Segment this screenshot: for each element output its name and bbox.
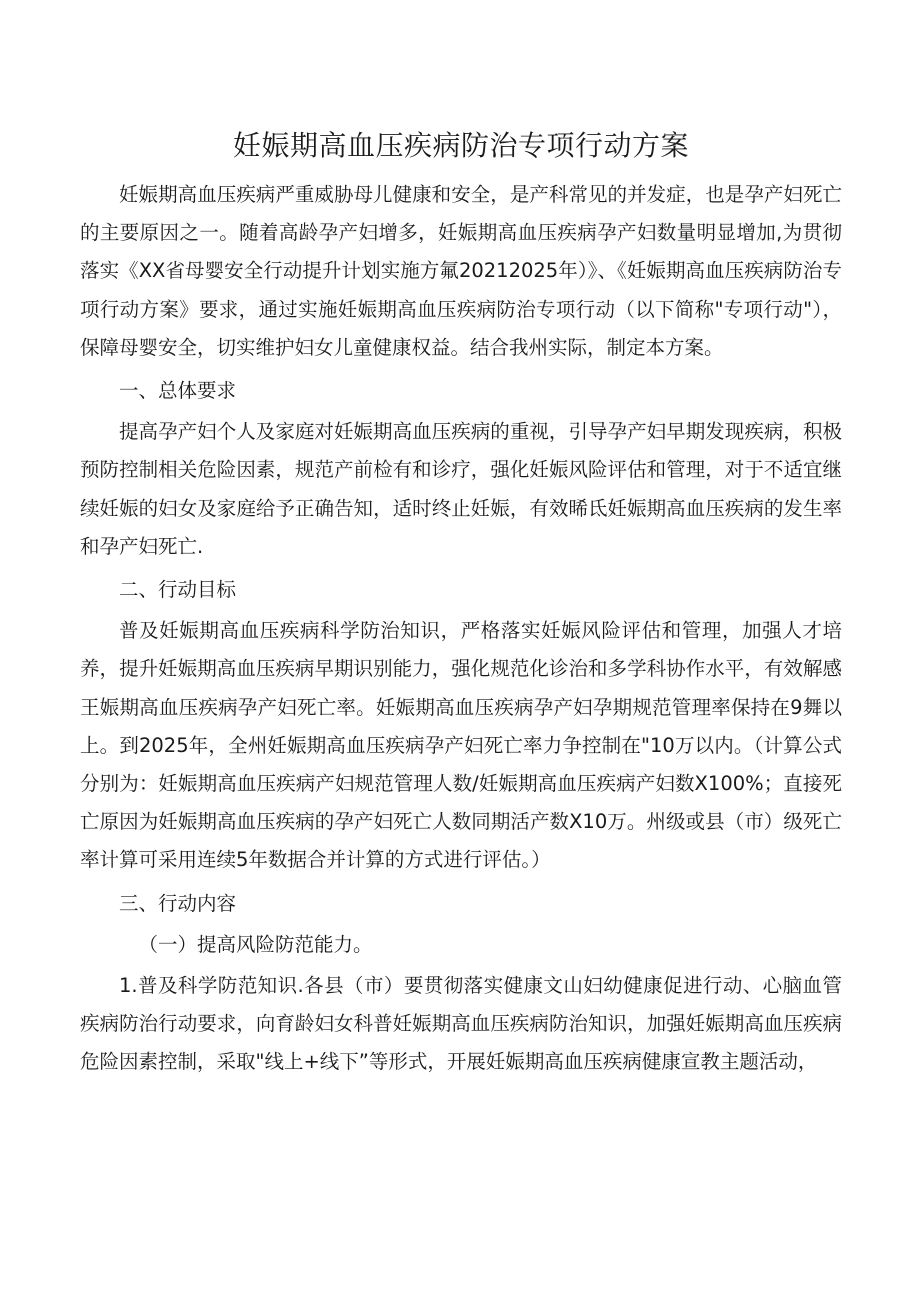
section-text-general-requirements: 提高孕产妇个人及家庭对妊娠期高血压疾病的重视，引导孕产妇早期发现疾病，积极预防控制相关危险因素，规范产前检有和诊疗，强化妊娠风险评估和管理，对于不适宜继续妊娠的妇女及家庭给予正确告知，适时终止妊娠，有效晞氐妊娠期高血压疾病的发生率和孕产妇死亡. [80, 420, 842, 558]
section-heading-action-goals: 二、行动目标 [119, 578, 237, 602]
subsection-heading-risk-prevention: （一）提高风险防范能力。 [138, 932, 373, 956]
section-heading-general-requirements: 一、总体要求 [119, 379, 237, 403]
section-heading-action-content: 三、行动内容 [119, 891, 237, 915]
section-text-action-goals: 普及妊娠期高血压疾病科学防治知识，严格落实妊娠风险评估和管理，加强人才培养，提升妊娠期高血压疾病早期识别能力，强化规范化诊治和多学科协作水平，有效解感王娠期高血压疾病孕产妇死亡率。妊娠期高血压疾病孕产妇孕期规范管理率保持在9舞以上。到2025年，全州妊娠期高血压疾病孕产妇死亡率力争控制在"10万以内。（计算公式分别为：妊娠期高血压疾病产妇规范管理人数/妊娠期高血压疾病产妇数X100%；直接死亡原因为妊娠期高血压疾病的孕产妇死亡人数同期活产数X10万。州级或县（市）级死亡率计算可采用连续5年数据合并计算的方式进行评估。） [80, 619, 842, 872]
intro-paragraph: 妊娠期高血压疾病严重威胁母儿健康和安全，是产科常见的并发症，也是孕产妇死亡的主要原因之一。随着高龄孕产妇增多，妊娠期高血压疾病孕产妇数量明显增加,为贯彻落实《XX省母婴安全行动提升计划实施方氟20212025年）》、《妊娠期高血压疾病防治专项行动方案》要求，通过实施妊娠期高血压疾病防治专项行动（以下简称"专项行动"），保障母婴安全，切实维护妇女儿童健康权益。结合我州实际，制定本方案。 [80, 183, 842, 359]
list-item-science-knowledge: 1.普及科学防范知识.各县（市）要贯彻落实健康文山妇幼健康促进行动、心脑血管疾病防治行动要求，向育龄妇女科普妊娠期高血压疾病防治知识，加强妊娠期高血压疾病危险因素控制，采取"线上+线下”等形式，开展妊娠期高血压疾病健康宣教主题活动， [80, 974, 842, 1074]
document-title: 妊娠期高血压疾病防治专项行动方案 [232, 129, 689, 162]
